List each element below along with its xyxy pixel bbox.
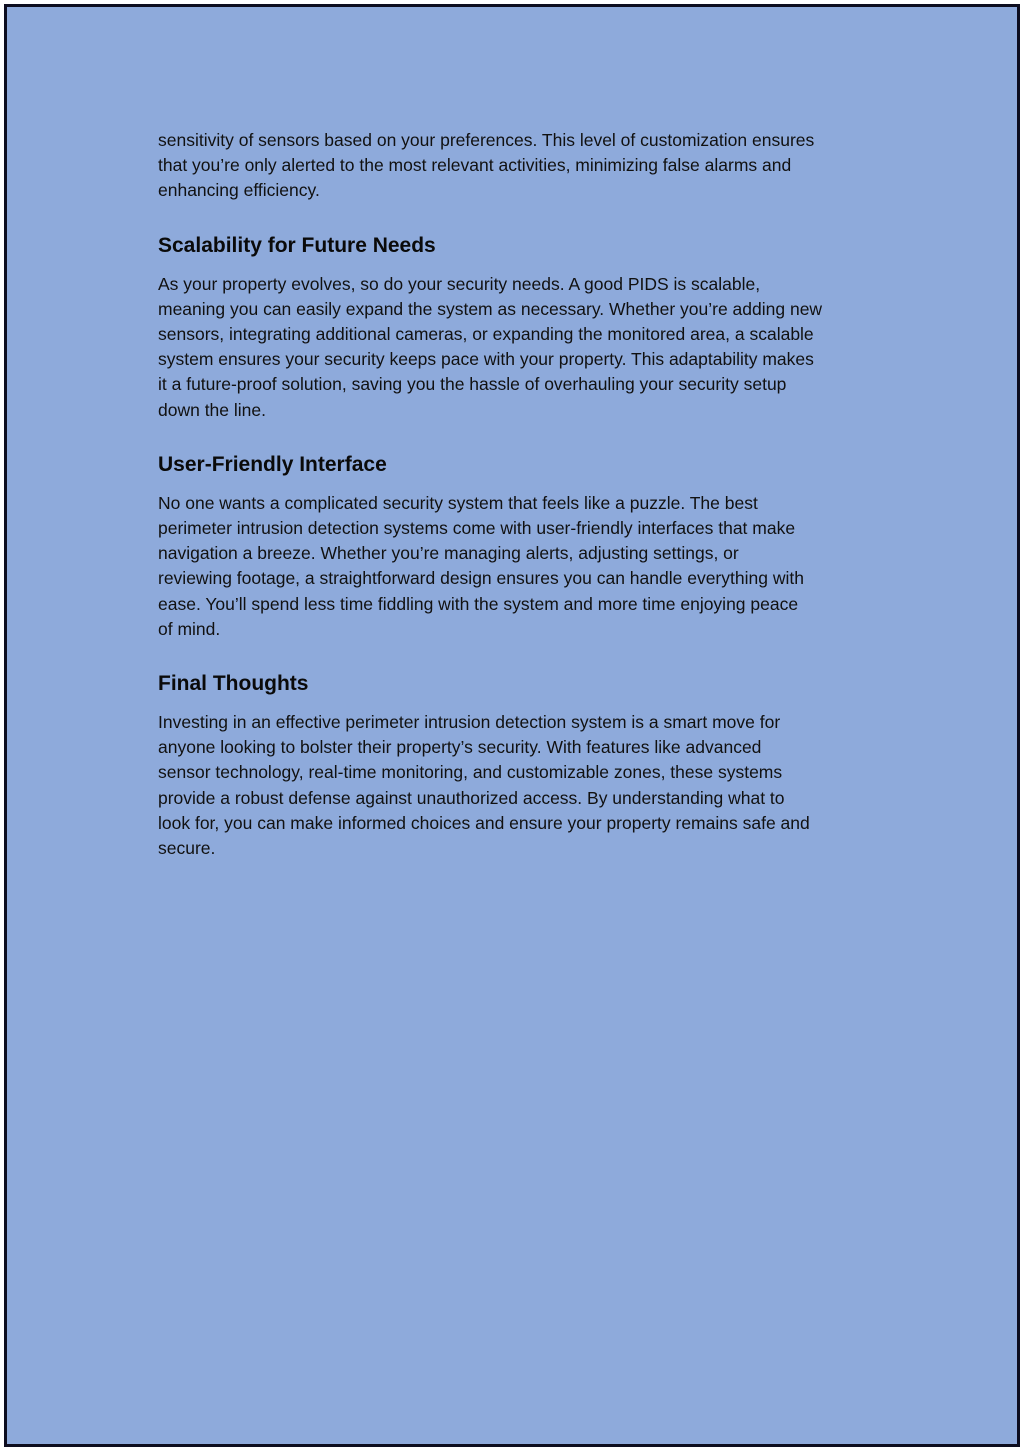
section-body-scalability: As your property evolves, so do your security needs. A good PIDS is scalable, meaning you can easily expand the system as necessary. Whether you’re adding new sensors, integrating additional cameras, or expanding the monitored area, a scalable system ensures your security keeps pace with your property. This adaptability makes it a future-proof solution, saving you the hassle of overhauling your security setup down the line. <box>158 273 823 420</box>
section-heading-user-friendly: User-Friendly Interface <box>158 452 387 476</box>
section-heading-scalability: Scalability for Future Needs <box>158 233 436 257</box>
document-content <box>158 128 888 861</box>
intro-paragraph: sensitivity of sensors based on your preferences. This level of customization ensures that you’re only alerted to the most relevant activities, minimizing false alarms and enhancing efficiency. <box>158 130 815 201</box>
section-body-final-thoughts: Investing in an effective perimeter intrusion detection system is a smart move for anyone looking to bolster their property’s security. With features like advanced sensor technology, real-time monitoring, and customizable zones, these systems provide a robust defense against unauthorized access. By understanding what to look for, you can make informed choices and ensure your property remains safe and secure. <box>158 712 810 859</box>
section-heading-final-thoughts: Final Thoughts <box>158 672 309 696</box>
document-page <box>4 4 1020 1447</box>
section-body-user-friendly: No one wants a complicated security system that feels like a puzzle. The best perimeter intrusion detection systems come with user-friendly interfaces that make navigation a breeze. Whether you’re managing alerts, adjusting settings, or reviewing footage, a straightforward design ensures you can handle everything with ease. You’ll spend less time fiddling with the system and more time enjoying peace of mind. <box>158 492 804 639</box>
